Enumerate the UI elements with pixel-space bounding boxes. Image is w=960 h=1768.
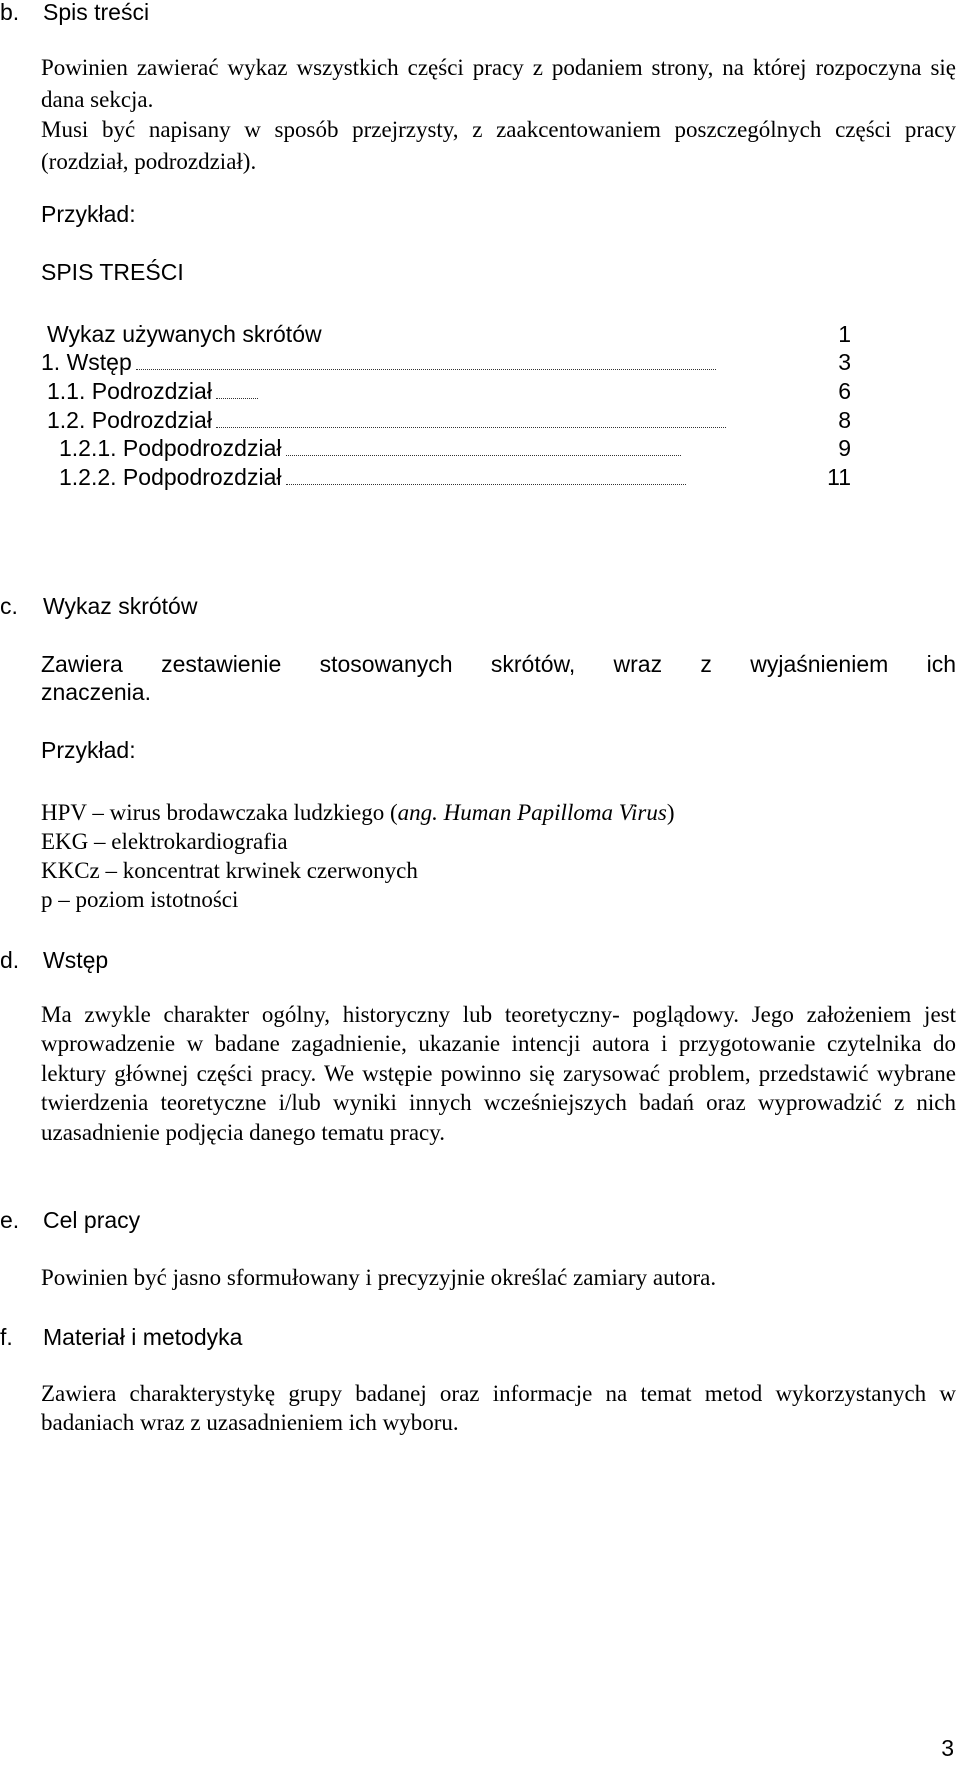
toc-entry-page: 9 [838, 435, 851, 461]
section-letter: e. [0, 1207, 20, 1233]
spis-paragraph-1: Powinien zawierać wykaz wszystkich części pracy z podaniem strony, na której rozpoczyna się dana sekcja. [41, 55, 956, 112]
toc-entry-page: 6 [838, 378, 851, 404]
section-title: Cel pracy [43, 1207, 141, 1233]
section-title: Spis treści [43, 0, 150, 25]
section-letter: f. [0, 1324, 13, 1350]
abbreviation-desc: poziom istotności [75, 887, 239, 912]
toc-title: SPIS TREŚCI [41, 259, 184, 285]
toc-leader-dots [216, 426, 726, 428]
abbreviation-dash: – [58, 887, 70, 912]
abbreviation-item [41, 797, 675, 829]
toc-entry-label: 1. Wstęp [41, 349, 132, 375]
abbreviation-desc: elektrokardiografia [111, 829, 288, 854]
abbreviation-dash: – [105, 858, 118, 883]
abbreviation-item [41, 855, 418, 887]
spis-paragraph-2: Musi być napisany w sposób przejrzysty, z zaakcentowaniem poszczególnych części pracy (rozdział, podrozdział). [41, 117, 956, 174]
wykaz-example-label: Przykład: [41, 737, 136, 763]
abbreviation-term: p [41, 887, 53, 912]
wykaz-paragraph-line-1: Zawiera zestawienie stosowanych skrótów, wraz z wyjaśnieniem ich [41, 651, 956, 677]
page-number: 3 [941, 1735, 954, 1761]
toc-entry [47, 404, 726, 434]
wstep-paragraph: Ma zwykle charakter ogólny, historyczny lub teoretyczny- poglądowy. Jego założeniem jest wprowadzenie w badane zagadnienie, ukazanie intencji autora i przygotowanie czytelnika do lektury głównej części pracy. We wstępie powinno się zarysować problem, przedstawić wybrane twierdzenia teoretyczne i/lub wyniki innych wcześniejszych badań oraz wyprowadzić z nich uzasadnienie podjęcia danego tematu pracy. [41, 1002, 956, 1145]
abbreviation-item [41, 826, 288, 858]
abbreviation-item [41, 884, 238, 916]
toc-entry [47, 318, 322, 348]
toc-entry [41, 346, 716, 376]
toc-leader-dots [286, 483, 686, 485]
toc-entry-label: Wykaz używanych skrótów [47, 321, 322, 347]
section-title: Wykaz skrótów [43, 593, 198, 619]
section-title: Materiał i metodyka [43, 1324, 243, 1350]
abbreviation-close: ) [666, 800, 675, 825]
abbreviation-dash: – [92, 800, 104, 825]
wykaz-paragraph-line-2: znaczenia. [41, 679, 151, 705]
section-letter: d. [0, 947, 20, 973]
abbreviation-desc: wirus brodawczaka ludzkiego ( [109, 800, 398, 825]
toc-entry-label: 1.2.2. Podpodrozdział [59, 464, 282, 490]
toc-leader-dots [216, 397, 258, 399]
abbreviation-dash: – [94, 829, 106, 854]
abbreviation-term: HPV [41, 800, 87, 825]
toc-entry-page: 8 [838, 407, 851, 433]
section-heading-f [0, 1321, 242, 1353]
cel-paragraph: Powinien być jasno sformułowany i precyzyjnie określać zamiary autora. [41, 1265, 717, 1290]
section-title: Wstęp [43, 947, 109, 973]
material-paragraph: Zawiera charakterystykę grupy badanej oraz informacje na temat metod wykorzystanych w badaniach wraz z uzasadnieniem ich wyboru. [41, 1381, 956, 1435]
abbreviation-desc: koncentrat krwinek czerwonych [122, 858, 418, 883]
abbreviation-term: EKG [41, 829, 89, 854]
toc-entry [59, 432, 681, 462]
toc-entry-label: 1.1. Podrozdział [47, 378, 212, 404]
abbreviation-ang: ang. [397, 800, 438, 825]
section-letter: b. [0, 0, 20, 25]
section-heading-d [0, 944, 108, 976]
section-heading-e [0, 1204, 140, 1236]
toc-entry-page: 3 [838, 349, 851, 375]
toc-entry [59, 461, 686, 491]
abbreviation-italic: Human Papilloma Virus [443, 800, 667, 825]
toc-leader-dots [136, 368, 716, 370]
spis-example-label: Przykład: [41, 201, 136, 227]
toc-entry-page: 11 [827, 464, 851, 490]
section-letter: c. [0, 593, 18, 619]
toc-entry-label: 1.2. Podrozdział [47, 407, 212, 433]
toc-entry-page: 1 [838, 321, 851, 347]
section-heading-b [0, 0, 149, 28]
section-heading-c [0, 590, 197, 622]
toc-leader-dots [286, 454, 681, 456]
toc-entry [47, 375, 258, 405]
toc-entry-label: 1.2.1. Podpodrozdział [59, 435, 282, 461]
abbreviation-term: KKCz [41, 858, 100, 883]
